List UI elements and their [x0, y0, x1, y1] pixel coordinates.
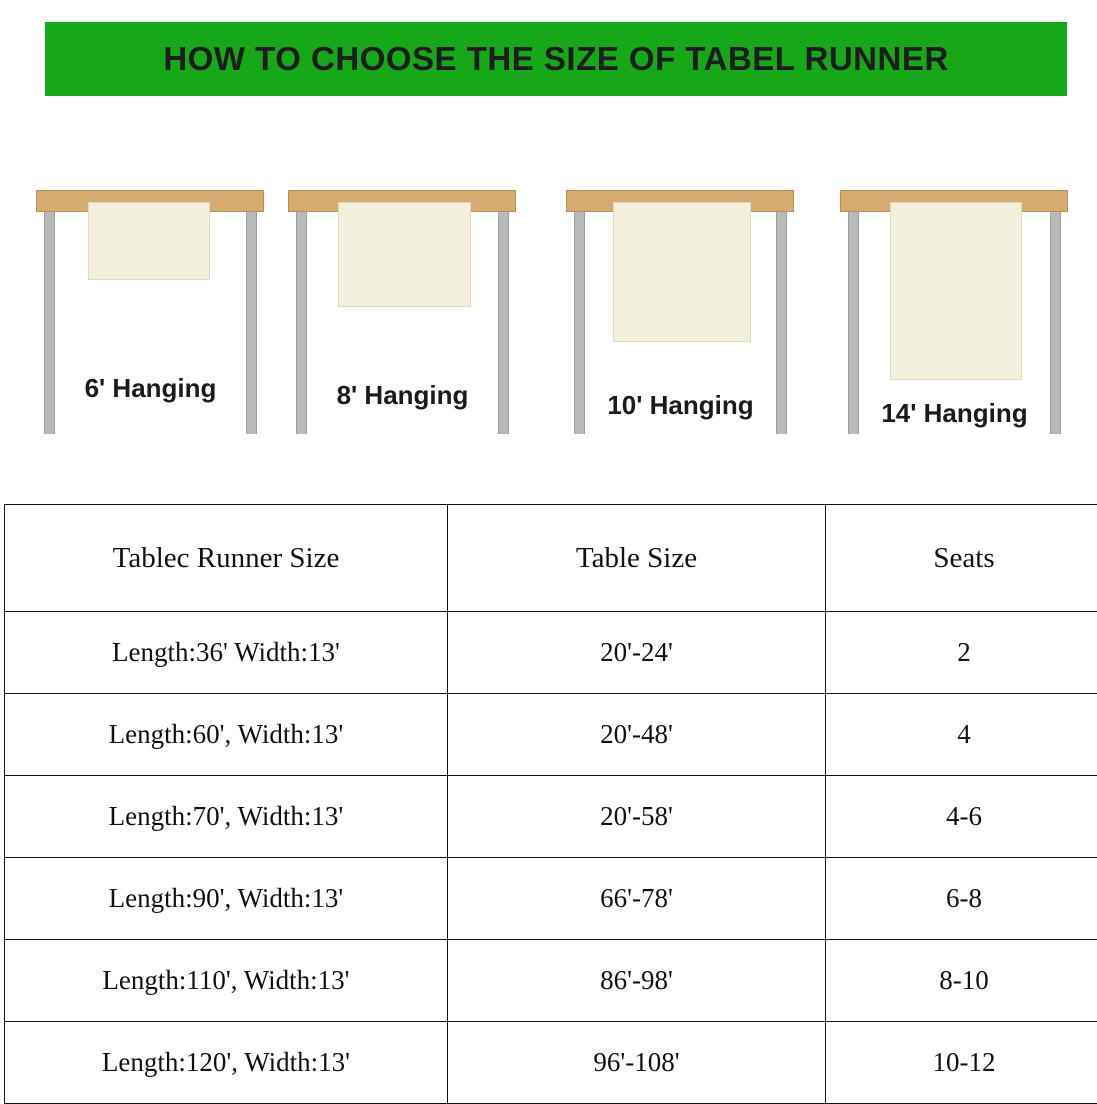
illustration-label: 8' Hanging: [280, 380, 525, 411]
table-row: [5, 694, 1097, 776]
page-title: HOW TO CHOOSE THE SIZE OF TABEL RUNNER: [163, 40, 948, 78]
cell-runner-size: Length:36' Width:13': [5, 612, 448, 694]
table-row: [5, 612, 1097, 694]
cell-seats: 2: [826, 612, 1097, 694]
table-row: [5, 776, 1097, 858]
cell-runner-size: Length:90', Width:13': [5, 858, 448, 940]
cell-table-size: 86'-98': [448, 940, 826, 1022]
illustration-label: 14' Hanging: [832, 398, 1077, 429]
table-row: [5, 1022, 1097, 1104]
cell-seats: 8-10: [826, 940, 1097, 1022]
column-header-table-size: Table Size: [448, 505, 826, 612]
illustration-label: 6' Hanging: [28, 373, 273, 404]
cell-seats: 6-8: [826, 858, 1097, 940]
column-header-runner-size: Tablec Runner Size: [5, 505, 448, 612]
illustration-item: [28, 190, 273, 450]
cell-runner-size: Length:60', Width:13': [5, 694, 448, 776]
table-runner-icon: [613, 202, 751, 342]
table-runner-icon: [88, 202, 210, 280]
cell-seats: 4-6: [826, 776, 1097, 858]
table-runner-icon: [338, 202, 471, 307]
cell-table-size: 20'-58': [448, 776, 826, 858]
illustration-item: [280, 190, 525, 450]
cell-table-size: 20'-48': [448, 694, 826, 776]
table-body: [5, 612, 1097, 1104]
header-banner: [45, 22, 1067, 96]
cell-table-size: 96'-108': [448, 1022, 826, 1104]
table-row: [5, 940, 1097, 1022]
size-chart-table: [4, 504, 1097, 1104]
table-runner-icon: [890, 202, 1022, 380]
table-header-row: [5, 505, 1097, 612]
cell-table-size: 20'-24': [448, 612, 826, 694]
illustration-item: [558, 190, 803, 450]
illustration-label: 10' Hanging: [558, 390, 803, 421]
cell-runner-size: Length:120', Width:13': [5, 1022, 448, 1104]
table-header: [5, 505, 1097, 612]
table-row: [5, 858, 1097, 940]
column-header-seats: Seats: [826, 505, 1097, 612]
cell-seats: 4: [826, 694, 1097, 776]
cell-table-size: 66'-78': [448, 858, 826, 940]
illustration-item: [832, 190, 1077, 450]
cell-runner-size: Length:110', Width:13': [5, 940, 448, 1022]
cell-runner-size: Length:70', Width:13': [5, 776, 448, 858]
cell-seats: 10-12: [826, 1022, 1097, 1104]
